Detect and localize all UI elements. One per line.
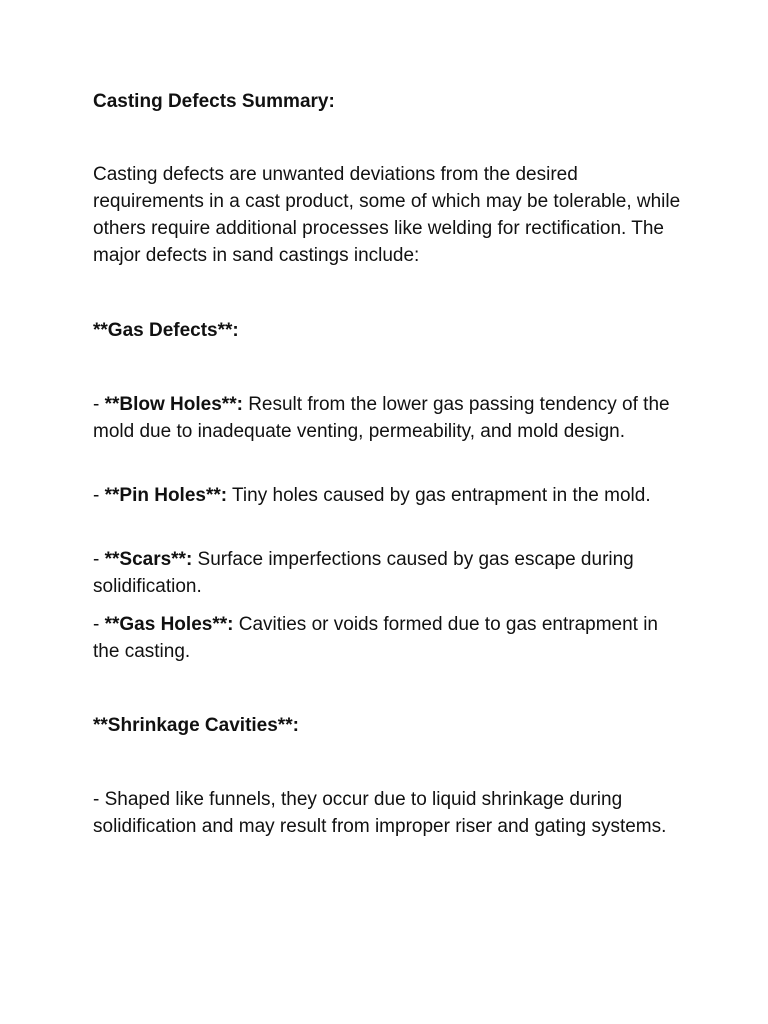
list-item-text: - Shaped like funnels, they occur due to liquid shrinkage during solidification and may result from improper riser and gating systems.: [93, 789, 667, 837]
list-item-term: **Scars**:: [104, 549, 193, 570]
document-title: Casting Defects Summary:: [93, 91, 335, 112]
intro-paragraph: Casting defects are unwanted deviations from the desired requirements in a cast product, some of which may be tolerable, while others require additional processes like welding for rectification. The major defects in sand castings include:: [93, 164, 681, 266]
section-heading-shrinkage-cavities: **Shrinkage Cavities**:: [93, 715, 299, 736]
section-heading-gas-defects: **Gas Defects**:: [93, 320, 239, 341]
list-item-term: **Pin Holes**:: [104, 485, 228, 506]
list-item-text: Surface imperfections caused by gas escape during solidification.: [93, 549, 634, 597]
list-item-prefix: -: [93, 394, 105, 415]
list-item: [93, 391, 683, 445]
list-item-text: Cavities or voids formed due to gas entrapment in the casting.: [93, 614, 659, 662]
list-item-term: **Blow Holes**:: [104, 394, 243, 415]
list-item: [93, 546, 683, 600]
list-item-text: Tiny holes caused by gas entrapment in the mold.: [227, 485, 651, 506]
list-item-term: **Gas Holes**:: [104, 614, 234, 635]
list-item-prefix: -: [93, 485, 105, 506]
list-item-prefix: -: [93, 549, 105, 570]
list-item: [93, 611, 683, 665]
list-item: [93, 482, 683, 509]
list-item-prefix: -: [93, 614, 105, 635]
list-item: [93, 786, 683, 840]
list-item-text: Result from the lower gas passing tendency of the mold due to inadequate venting, permeability, and mold design.: [93, 394, 670, 442]
